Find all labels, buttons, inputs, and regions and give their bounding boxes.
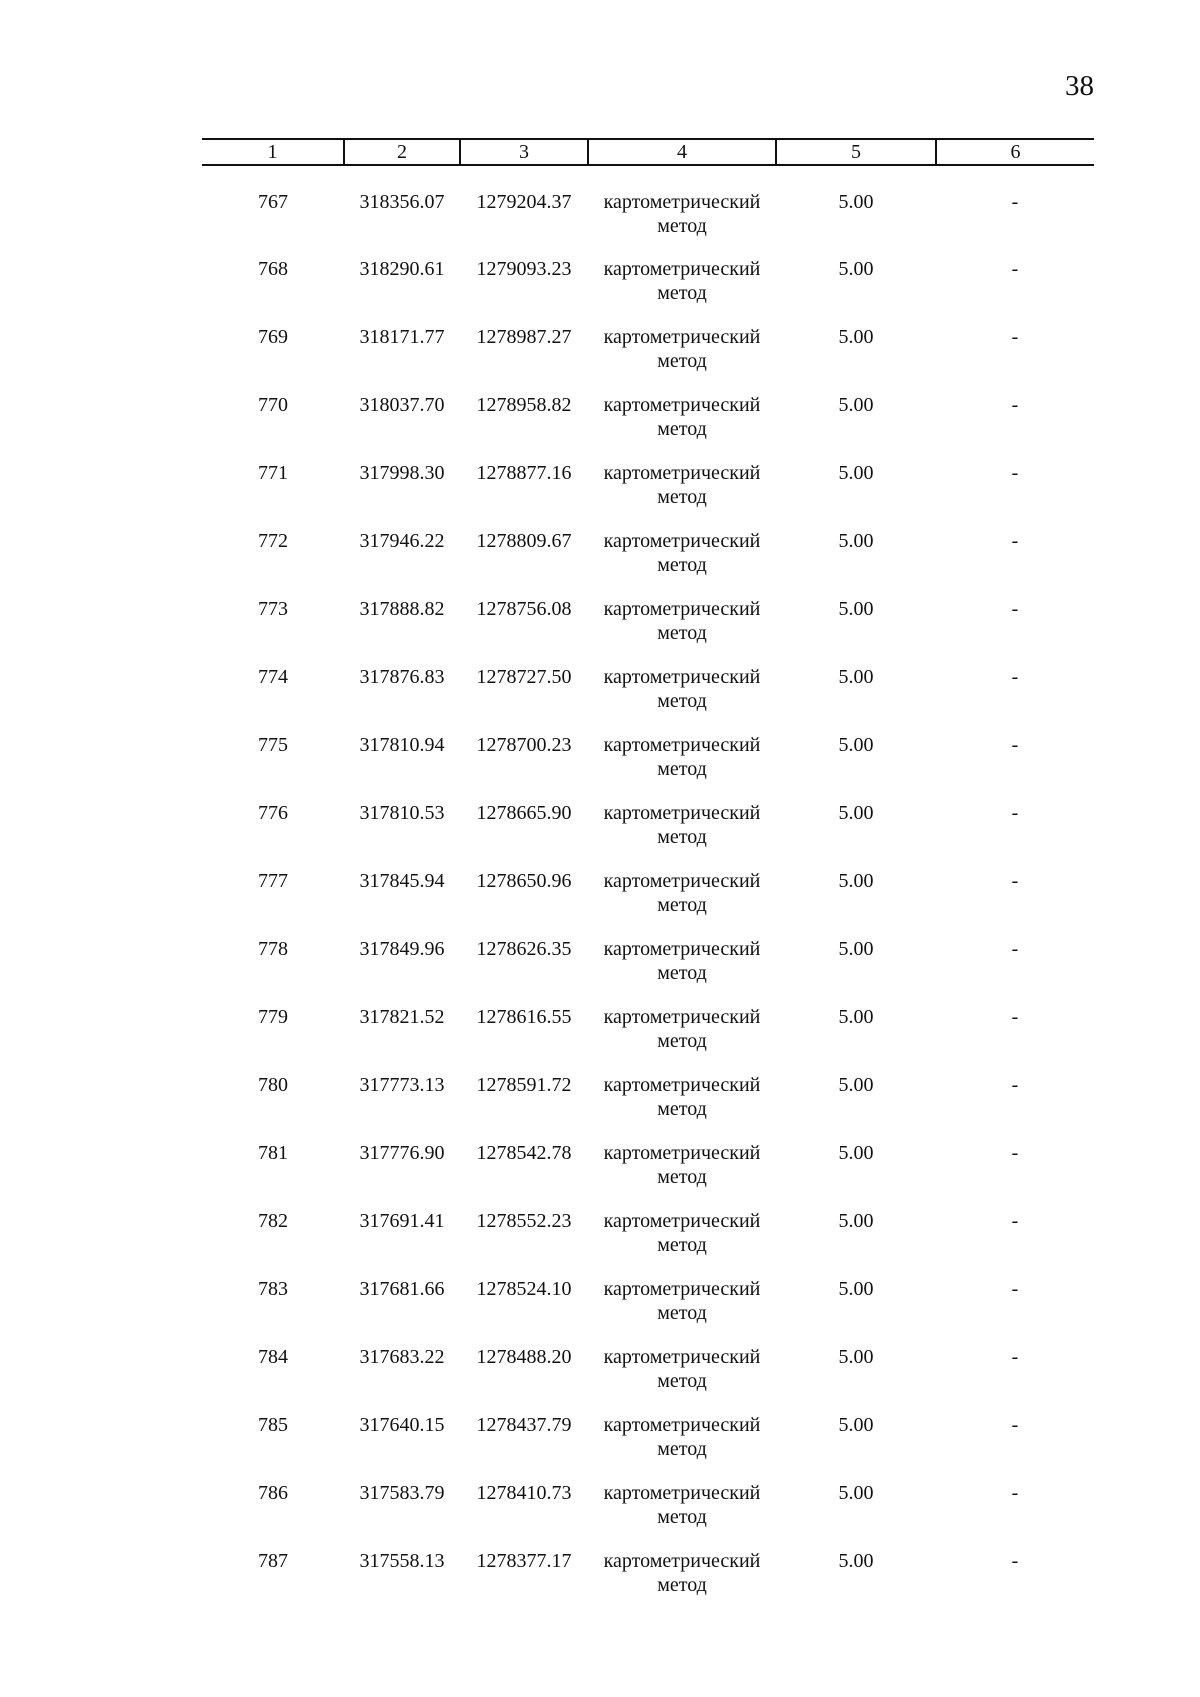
table-row: [202, 529, 1094, 597]
point-number-cell: 786: [258, 1482, 288, 1504]
note-cell: -: [1011, 462, 1019, 484]
coordinate-y-cell: 1278552.23: [476, 1210, 572, 1232]
method-cell: [588, 1413, 776, 1481]
method-cell: [588, 1073, 776, 1141]
table-row: [202, 1481, 1094, 1549]
method-line-2: метод: [657, 1370, 707, 1392]
method-line-2: метод: [657, 1030, 707, 1052]
method-cell: [588, 461, 776, 529]
method-line-2: метод: [657, 554, 707, 576]
table-row: [202, 1277, 1094, 1345]
accuracy-cell: 5.00: [838, 1346, 874, 1368]
note-cell: -: [1011, 598, 1019, 620]
table-row: [202, 937, 1094, 1005]
coordinate-y-cell: 1278616.55: [476, 1006, 572, 1028]
accuracy-cell: 5.00: [838, 734, 874, 756]
table-row: [202, 1413, 1094, 1481]
method-cell: [588, 1481, 776, 1549]
column-header-5: 5: [776, 139, 936, 165]
table-row: [202, 257, 1094, 325]
coordinate-y-cell: 1278727.50: [476, 666, 572, 688]
coordinate-y-cell: 1279204.37: [476, 191, 572, 213]
method-line-2: метод: [657, 1234, 707, 1256]
table-row: [202, 325, 1094, 393]
column-header-2: 2: [344, 139, 460, 165]
point-number-cell: 768: [258, 258, 288, 280]
method-line-2: метод: [657, 826, 707, 848]
point-number-cell: 780: [258, 1074, 288, 1096]
accuracy-cell: 5.00: [838, 1006, 874, 1028]
method-line-2: метод: [657, 350, 707, 372]
method-line-2: метод: [657, 1574, 707, 1596]
note-cell: -: [1011, 1346, 1019, 1368]
method-cell: [588, 325, 776, 393]
method-cell: [588, 665, 776, 733]
point-number-cell: 782: [258, 1210, 288, 1232]
point-number-cell: 785: [258, 1414, 288, 1436]
column-header-6: 6: [936, 139, 1094, 165]
note-cell: -: [1011, 1278, 1019, 1300]
coordinate-x-cell: 317776.90: [359, 1142, 445, 1164]
page-number: 38: [1065, 70, 1094, 102]
method-line-1: картометрический: [603, 666, 761, 688]
method-line-2: метод: [657, 1302, 707, 1324]
point-number-cell: 769: [258, 326, 288, 348]
note-cell: -: [1011, 394, 1019, 416]
table-row: [202, 393, 1094, 461]
method-line-2: метод: [657, 758, 707, 780]
note-cell: -: [1011, 530, 1019, 552]
coordinate-x-cell: 317558.13: [359, 1550, 445, 1572]
method-cell: [588, 1209, 776, 1277]
note-cell: -: [1011, 802, 1019, 824]
method-line-1: картометрический: [603, 1210, 761, 1232]
accuracy-cell: 5.00: [838, 326, 874, 348]
point-number-cell: 783: [258, 1278, 288, 1300]
coordinate-x-cell: 317810.53: [359, 802, 445, 824]
table-row: [202, 1073, 1094, 1141]
method-line-2: метод: [657, 894, 707, 916]
table-row: [202, 801, 1094, 869]
method-line-2: метод: [657, 1506, 707, 1528]
coordinates-table: [202, 138, 1094, 1617]
method-cell: [588, 801, 776, 869]
point-number-cell: 784: [258, 1346, 288, 1368]
note-cell: -: [1011, 1482, 1019, 1504]
table-header-row: [202, 139, 1094, 165]
method-line-2: метод: [657, 622, 707, 644]
coordinate-y-cell: 1278987.27: [476, 326, 572, 348]
table-row: [202, 665, 1094, 733]
coordinate-y-cell: 1278809.67: [476, 530, 572, 552]
method-cell: [588, 529, 776, 597]
table-row: [202, 1141, 1094, 1209]
point-number-cell: 771: [258, 462, 288, 484]
note-cell: -: [1011, 1142, 1019, 1164]
accuracy-cell: 5.00: [838, 394, 874, 416]
accuracy-cell: 5.00: [838, 258, 874, 280]
method-cell: [588, 1141, 776, 1209]
method-cell: [588, 869, 776, 937]
method-line-1: картометрический: [603, 598, 761, 620]
accuracy-cell: 5.00: [838, 191, 874, 213]
coordinate-x-cell: 317683.22: [359, 1346, 445, 1368]
point-number-cell: 778: [258, 938, 288, 960]
method-cell: [588, 165, 776, 257]
method-line-1: картометрический: [603, 258, 761, 280]
point-number-cell: 781: [258, 1142, 288, 1164]
coordinate-y-cell: 1278524.10: [476, 1278, 572, 1300]
column-header-1: 1: [202, 139, 344, 165]
table-row: [202, 1549, 1094, 1617]
method-line-2: метод: [657, 282, 707, 304]
note-cell: -: [1011, 938, 1019, 960]
method-cell: [588, 597, 776, 665]
note-cell: -: [1011, 1210, 1019, 1232]
coordinate-x-cell: 318171.77: [359, 326, 445, 348]
coordinate-x-cell: 317773.13: [359, 1074, 445, 1096]
method-cell: [588, 733, 776, 801]
method-line-2: метод: [657, 1098, 707, 1120]
method-line-1: картометрический: [603, 191, 761, 213]
note-cell: -: [1011, 191, 1019, 213]
coordinate-y-cell: 1278958.82: [476, 394, 572, 416]
coordinate-y-cell: 1279093.23: [476, 258, 572, 280]
note-cell: -: [1011, 1414, 1019, 1436]
table-row: [202, 1005, 1094, 1073]
method-line-1: картометрический: [603, 1550, 761, 1572]
method-cell: [588, 1549, 776, 1617]
coordinate-x-cell: 317640.15: [359, 1414, 445, 1436]
coordinate-x-cell: 317583.79: [359, 1482, 445, 1504]
point-number-cell: 773: [258, 598, 288, 620]
coordinate-y-cell: 1278542.78: [476, 1142, 572, 1164]
accuracy-cell: 5.00: [838, 530, 874, 552]
table-row: [202, 1345, 1094, 1413]
coordinate-x-cell: 318356.07: [359, 191, 445, 213]
method-line-2: метод: [657, 418, 707, 440]
table-row: [202, 461, 1094, 529]
point-number-cell: 772: [258, 530, 288, 552]
method-cell: [588, 1277, 776, 1345]
point-number-cell: 767: [258, 191, 288, 213]
note-cell: -: [1011, 258, 1019, 280]
method-line-2: метод: [657, 1438, 707, 1460]
method-line-2: метод: [657, 215, 707, 237]
method-line-2: метод: [657, 690, 707, 712]
note-cell: -: [1011, 734, 1019, 756]
table-row: [202, 869, 1094, 937]
table-row: [202, 165, 1094, 257]
point-number-cell: 779: [258, 1006, 288, 1028]
method-line-1: картометрический: [603, 870, 761, 892]
coordinate-y-cell: 1278877.16: [476, 462, 572, 484]
table-row: [202, 733, 1094, 801]
point-number-cell: 787: [258, 1550, 288, 1572]
coordinate-y-cell: 1278626.35: [476, 938, 572, 960]
method-line-1: картометрический: [603, 734, 761, 756]
method-line-1: картометрический: [603, 1482, 761, 1504]
coordinate-x-cell: 317876.83: [359, 666, 445, 688]
table-body: [202, 165, 1094, 1617]
accuracy-cell: 5.00: [838, 1210, 874, 1232]
method-line-2: метод: [657, 486, 707, 508]
note-cell: -: [1011, 666, 1019, 688]
method-line-1: картометрический: [603, 938, 761, 960]
point-number-cell: 775: [258, 734, 288, 756]
method-line-1: картометрический: [603, 1074, 761, 1096]
accuracy-cell: 5.00: [838, 598, 874, 620]
accuracy-cell: 5.00: [838, 462, 874, 484]
accuracy-cell: 5.00: [838, 870, 874, 892]
accuracy-cell: 5.00: [838, 666, 874, 688]
method-line-1: картометрический: [603, 1346, 761, 1368]
note-cell: -: [1011, 870, 1019, 892]
method-line-1: картометрический: [603, 1006, 761, 1028]
method-line-1: картометрический: [603, 1414, 761, 1436]
coordinate-x-cell: 317810.94: [359, 734, 445, 756]
point-number-cell: 770: [258, 394, 288, 416]
note-cell: -: [1011, 1006, 1019, 1028]
method-cell: [588, 937, 776, 1005]
coordinate-x-cell: 318037.70: [359, 394, 445, 416]
coordinate-x-cell: 317998.30: [359, 462, 445, 484]
method-line-1: картометрический: [603, 462, 761, 484]
accuracy-cell: 5.00: [838, 1074, 874, 1096]
coordinate-y-cell: 1278377.17: [476, 1550, 572, 1572]
coordinate-x-cell: 317691.41: [359, 1210, 445, 1232]
method-cell: [588, 1005, 776, 1073]
coordinate-x-cell: 318290.61: [359, 258, 445, 280]
method-line-2: метод: [657, 1166, 707, 1188]
method-line-1: картометрический: [603, 802, 761, 824]
accuracy-cell: 5.00: [838, 1142, 874, 1164]
point-number-cell: 774: [258, 666, 288, 688]
accuracy-cell: 5.00: [838, 1414, 874, 1436]
coordinate-y-cell: 1278650.96: [476, 870, 572, 892]
point-number-cell: 777: [258, 870, 288, 892]
note-cell: -: [1011, 1074, 1019, 1096]
method-cell: [588, 393, 776, 461]
coordinate-x-cell: 317845.94: [359, 870, 445, 892]
accuracy-cell: 5.00: [838, 1278, 874, 1300]
table-row: [202, 1209, 1094, 1277]
coordinate-y-cell: 1278488.20: [476, 1346, 572, 1368]
point-number-cell: 776: [258, 802, 288, 824]
coordinate-x-cell: 317888.82: [359, 598, 445, 620]
accuracy-cell: 5.00: [838, 1482, 874, 1504]
method-line-1: картометрический: [603, 326, 761, 348]
method-line-2: метод: [657, 962, 707, 984]
method-cell: [588, 1345, 776, 1413]
method-line-1: картометрический: [603, 1142, 761, 1164]
method-line-1: картометрический: [603, 394, 761, 416]
coordinate-x-cell: 317849.96: [359, 938, 445, 960]
coordinate-y-cell: 1278756.08: [476, 598, 572, 620]
accuracy-cell: 5.00: [838, 802, 874, 824]
coordinate-x-cell: 317946.22: [359, 530, 445, 552]
coordinate-y-cell: 1278591.72: [476, 1074, 572, 1096]
note-cell: -: [1011, 326, 1019, 348]
note-cell: -: [1011, 1550, 1019, 1572]
method-cell: [588, 257, 776, 325]
accuracy-cell: 5.00: [838, 938, 874, 960]
method-line-1: картометрический: [603, 530, 761, 552]
column-header-3: 3: [460, 139, 588, 165]
coordinate-x-cell: 317821.52: [359, 1006, 445, 1028]
method-line-1: картометрический: [603, 1278, 761, 1300]
coordinate-y-cell: 1278437.79: [476, 1414, 572, 1436]
accuracy-cell: 5.00: [838, 1550, 874, 1572]
coordinate-y-cell: 1278665.90: [476, 802, 572, 824]
column-header-4: 4: [588, 139, 776, 165]
coordinate-y-cell: 1278700.23: [476, 734, 572, 756]
coordinate-y-cell: 1278410.73: [476, 1482, 572, 1504]
coordinate-x-cell: 317681.66: [359, 1278, 445, 1300]
table-row: [202, 597, 1094, 665]
